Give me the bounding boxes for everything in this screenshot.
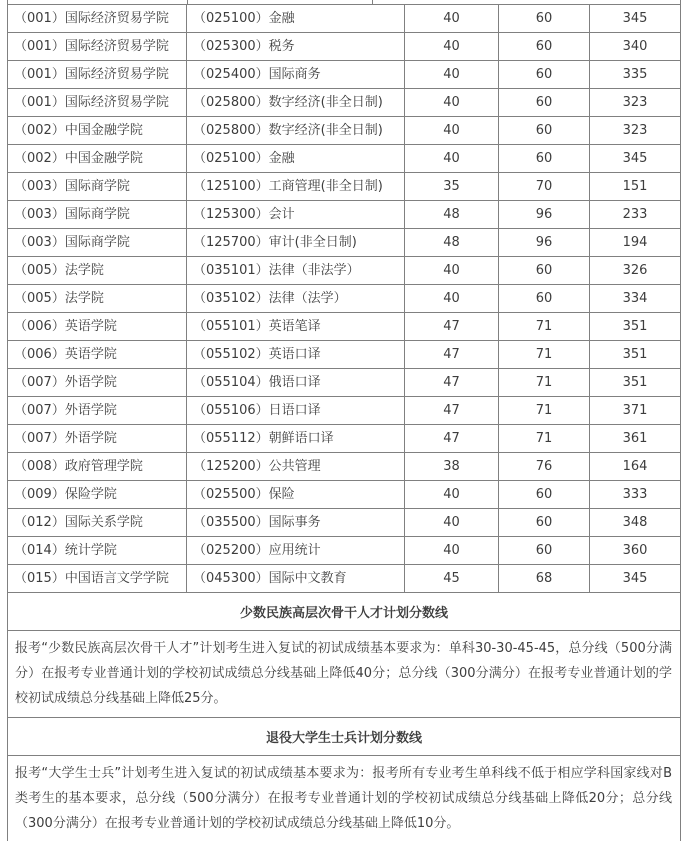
total-score-cell: 334 [590, 285, 681, 313]
double-subject-score-cell: 71 [499, 341, 590, 369]
total-score-cell: 351 [590, 369, 681, 397]
college-cell: （002）中国金融学院 [8, 117, 187, 145]
table-row [8, 509, 681, 537]
admission-score-table [7, 4, 681, 841]
single-subject-score-cell: 47 [405, 425, 499, 453]
college-cell: （002）中国金融学院 [8, 145, 187, 173]
major-cell: （025800）数字经济(非全日制) [187, 89, 405, 117]
double-subject-score-cell: 60 [499, 5, 590, 33]
single-subject-score-cell: 47 [405, 397, 499, 425]
single-subject-score-cell: 48 [405, 229, 499, 257]
total-score-cell: 361 [590, 425, 681, 453]
college-cell: （006）英语学院 [8, 341, 187, 369]
total-score-cell: 345 [590, 565, 681, 593]
single-subject-score-cell: 40 [405, 257, 499, 285]
college-cell: （001）国际经济贸易学院 [8, 5, 187, 33]
single-subject-score-cell: 40 [405, 145, 499, 173]
double-subject-score-cell: 60 [499, 89, 590, 117]
total-score-cell: 323 [590, 117, 681, 145]
veteran-plan-body-row [8, 756, 681, 841]
major-cell: （055104）俄语口译 [187, 369, 405, 397]
college-cell: （005）法学院 [8, 257, 187, 285]
college-cell: （007）外语学院 [8, 369, 187, 397]
single-subject-score-cell: 40 [405, 61, 499, 89]
college-cell: （007）外语学院 [8, 425, 187, 453]
veteran-plan-paragraph: 报考“大学生士兵”计划考生进入复试的初试成绩基本要求为：报考所有专业考生单科线不低于相应学科国家线对B类考生的基本要求，总分线（500分满分）在报考专业普通计划的学校初试成绩总分线基础上降低20分；总分线（300分满分）在报考专业普通计划的学校初试成绩总分线基础上降低10分。 [8, 756, 681, 841]
table-row [8, 369, 681, 397]
major-cell: （055112）朝鲜语口译 [187, 425, 405, 453]
single-subject-score-cell: 48 [405, 201, 499, 229]
major-cell: （125300）会计 [187, 201, 405, 229]
college-cell: （001）国际经济贸易学院 [8, 33, 187, 61]
college-cell: （001）国际经济贸易学院 [8, 89, 187, 117]
double-subject-score-cell: 71 [499, 425, 590, 453]
double-subject-score-cell: 60 [499, 285, 590, 313]
double-subject-score-cell: 96 [499, 201, 590, 229]
table-row [8, 257, 681, 285]
double-subject-score-cell: 60 [499, 33, 590, 61]
major-cell: （025300）税务 [187, 33, 405, 61]
special-plan-sections [8, 593, 681, 841]
table-row [8, 285, 681, 313]
single-subject-score-cell: 40 [405, 509, 499, 537]
minority-plan-paragraph: 报考“少数民族高层次骨干人才”计划考生进入复试的初试成绩基本要求为：单科30-30-45-45，总分线（500分满分）在报考专业普通计划的学校初试成绩总分线基础上降低40分；总分线（300分满分）在报考专业普通计划的学校初试成绩总分线基础上降低25分。 [8, 631, 681, 718]
major-cell: （055101）英语笔译 [187, 313, 405, 341]
double-subject-score-cell: 96 [499, 229, 590, 257]
veteran-plan-title: 退役大学生士兵计划分数线 [8, 718, 681, 756]
total-score-cell: 360 [590, 537, 681, 565]
total-score-cell: 194 [590, 229, 681, 257]
table-row [8, 425, 681, 453]
table-row [8, 453, 681, 481]
major-cell: （025100）金融 [187, 145, 405, 173]
major-cell: （035500）国际事务 [187, 509, 405, 537]
table-row [8, 201, 681, 229]
major-cell: （025200）应用统计 [187, 537, 405, 565]
table-row [8, 537, 681, 565]
major-cell: （125200）公共管理 [187, 453, 405, 481]
table-row [8, 341, 681, 369]
total-score-cell: 335 [590, 61, 681, 89]
table-row [8, 481, 681, 509]
table-row [8, 565, 681, 593]
total-score-cell: 351 [590, 313, 681, 341]
double-subject-score-cell: 60 [499, 481, 590, 509]
total-score-cell: 233 [590, 201, 681, 229]
single-subject-score-cell: 47 [405, 341, 499, 369]
total-score-cell: 326 [590, 257, 681, 285]
total-score-cell: 348 [590, 509, 681, 537]
single-subject-score-cell: 40 [405, 33, 499, 61]
minority-plan-body-row [8, 631, 681, 718]
table-row [8, 33, 681, 61]
total-score-cell: 351 [590, 341, 681, 369]
major-cell: （055106）日语口译 [187, 397, 405, 425]
single-subject-score-cell: 47 [405, 313, 499, 341]
veteran-plan-title-row [8, 718, 681, 756]
double-subject-score-cell: 60 [499, 509, 590, 537]
double-subject-score-cell: 60 [499, 537, 590, 565]
double-subject-score-cell: 60 [499, 117, 590, 145]
college-cell: （001）国际经济贸易学院 [8, 61, 187, 89]
college-cell: （003）国际商学院 [8, 173, 187, 201]
single-subject-score-cell: 45 [405, 565, 499, 593]
table-row [8, 313, 681, 341]
major-cell: （025400）国际商务 [187, 61, 405, 89]
table-row [8, 145, 681, 173]
college-cell: （008）政府管理学院 [8, 453, 187, 481]
total-score-cell: 345 [590, 5, 681, 33]
college-cell: （006）英语学院 [8, 313, 187, 341]
major-cell: （035101）法律（非法学） [187, 257, 405, 285]
college-cell: （012）国际关系学院 [8, 509, 187, 537]
total-score-cell: 323 [590, 89, 681, 117]
total-score-cell: 371 [590, 397, 681, 425]
college-cell: （003）国际商学院 [8, 201, 187, 229]
major-cell: （055102）英语口译 [187, 341, 405, 369]
minority-plan-title-row [8, 593, 681, 631]
single-subject-score-cell: 40 [405, 117, 499, 145]
single-subject-score-cell: 40 [405, 285, 499, 313]
college-cell: （015）中国语言文学学院 [8, 565, 187, 593]
single-subject-score-cell: 40 [405, 481, 499, 509]
double-subject-score-cell: 71 [499, 397, 590, 425]
major-cell: （035102）法律（法学） [187, 285, 405, 313]
total-score-cell: 340 [590, 33, 681, 61]
double-subject-score-cell: 70 [499, 173, 590, 201]
major-cell: （125700）审计(非全日制) [187, 229, 405, 257]
major-cell: （025800）数字经济(非全日制) [187, 117, 405, 145]
single-subject-score-cell: 40 [405, 89, 499, 117]
college-cell: （003）国际商学院 [8, 229, 187, 257]
major-cell: （125100）工商管理(非全日制) [187, 173, 405, 201]
double-subject-score-cell: 68 [499, 565, 590, 593]
single-subject-score-cell: 47 [405, 369, 499, 397]
college-cell: （014）统计学院 [8, 537, 187, 565]
double-subject-score-cell: 71 [499, 313, 590, 341]
table-row [8, 117, 681, 145]
total-score-cell: 333 [590, 481, 681, 509]
major-cell: （025100）金融 [187, 5, 405, 33]
single-subject-score-cell: 40 [405, 537, 499, 565]
college-cell: （009）保险学院 [8, 481, 187, 509]
double-subject-score-cell: 60 [499, 145, 590, 173]
table-row [8, 173, 681, 201]
college-cell: （005）法学院 [8, 285, 187, 313]
major-cell: （025500）保险 [187, 481, 405, 509]
table-row [8, 397, 681, 425]
table-row [8, 89, 681, 117]
college-cell: （007）外语学院 [8, 397, 187, 425]
double-subject-score-cell: 60 [499, 61, 590, 89]
total-score-cell: 151 [590, 173, 681, 201]
major-cell: （045300）国际中文教育 [187, 565, 405, 593]
single-subject-score-cell: 40 [405, 5, 499, 33]
score-rows [8, 5, 681, 593]
single-subject-score-cell: 35 [405, 173, 499, 201]
table-row [8, 229, 681, 257]
double-subject-score-cell: 76 [499, 453, 590, 481]
minority-plan-title: 少数民族高层次骨干人才计划分数线 [8, 593, 681, 631]
total-score-cell: 164 [590, 453, 681, 481]
total-score-cell: 345 [590, 145, 681, 173]
table-row [8, 61, 681, 89]
double-subject-score-cell: 60 [499, 257, 590, 285]
double-subject-score-cell: 71 [499, 369, 590, 397]
single-subject-score-cell: 38 [405, 453, 499, 481]
table-row [8, 5, 681, 33]
